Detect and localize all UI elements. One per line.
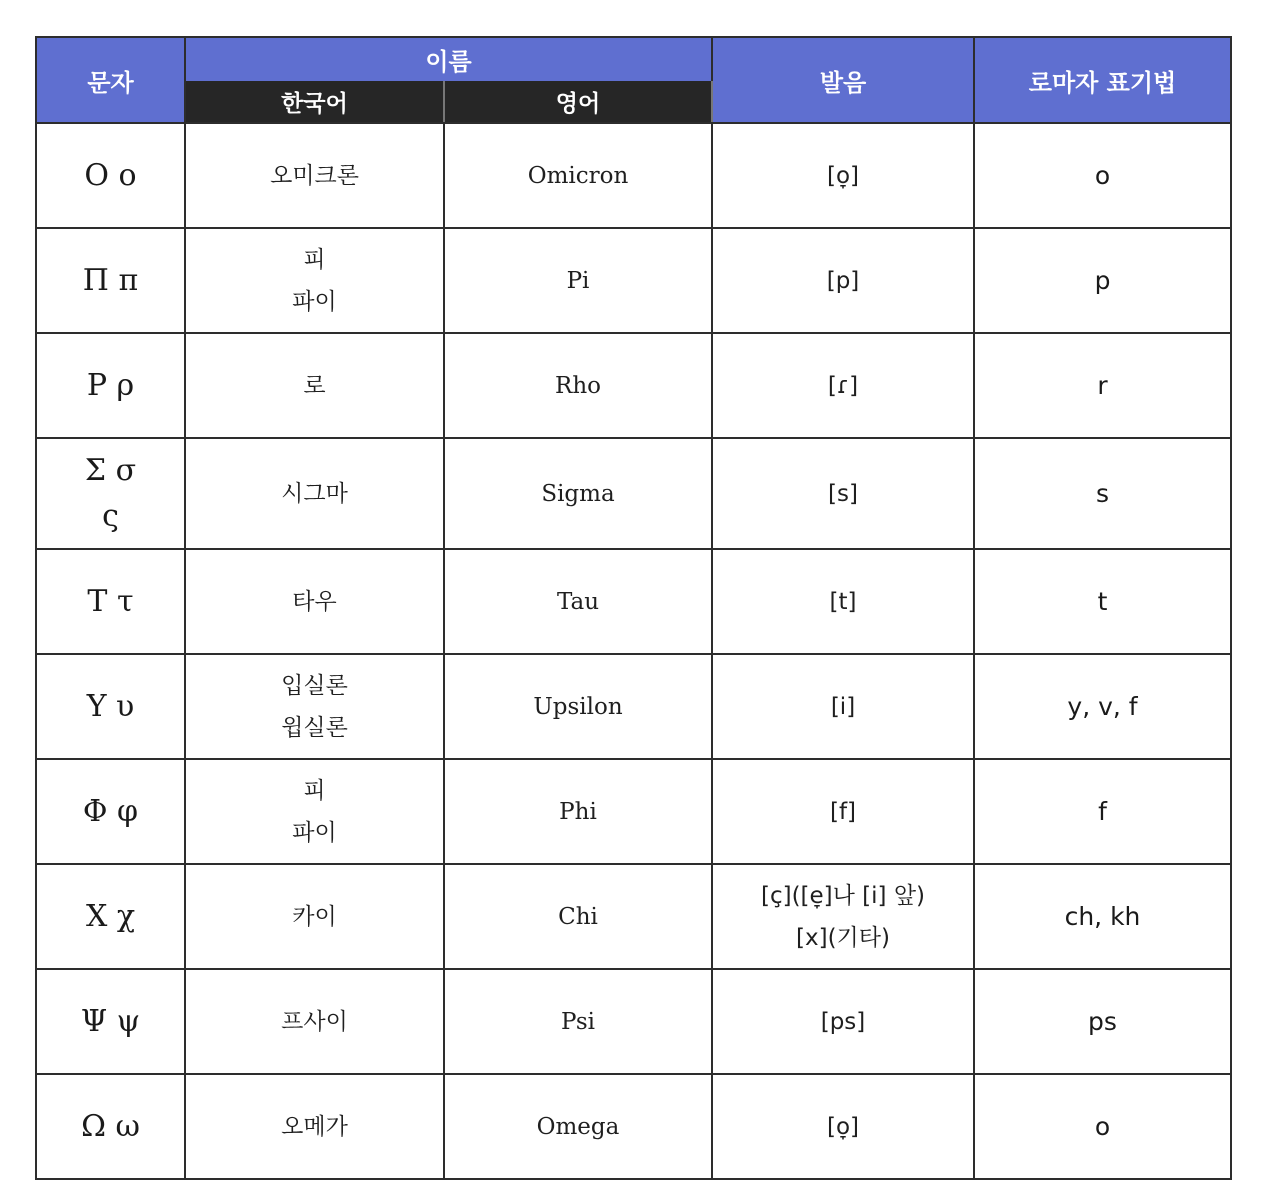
korean-name-line: 시그마	[281, 480, 348, 507]
english-name-cell: Omicron	[444, 123, 712, 228]
english-name-cell: Omega	[444, 1074, 712, 1179]
korean-name-cell	[185, 228, 444, 333]
korean-name-cell	[185, 333, 444, 438]
korean-name-cell	[185, 123, 444, 228]
korean-name-line: 오미크론	[270, 162, 359, 189]
table-row	[36, 969, 1231, 1074]
pronunciation-cell	[712, 549, 974, 654]
greek-alphabet-table	[35, 36, 1232, 1180]
korean-name-cell	[185, 969, 444, 1074]
english-name-cell: Tau	[444, 549, 712, 654]
pronunciation-cell	[712, 864, 974, 969]
letter-cell	[36, 1074, 185, 1179]
romanization-cell: o	[974, 123, 1231, 228]
romanization-cell: s	[974, 438, 1231, 549]
letter-line: Ψ ψ	[80, 1003, 141, 1039]
pronunciation-line: [ɾ]	[827, 372, 859, 399]
korean-name-line: 카이	[292, 903, 337, 930]
letter-cell	[36, 228, 185, 333]
table-row	[36, 654, 1231, 759]
pronunciation-line: [p]	[826, 267, 860, 294]
table-row	[36, 333, 1231, 438]
romanization-cell: f	[974, 759, 1231, 864]
romanization-cell: y, v, f	[974, 654, 1231, 759]
romanization-cell: ch, kh	[974, 864, 1231, 969]
pronunciation-line: [t]	[829, 588, 857, 615]
korean-name-line: 로	[303, 372, 326, 399]
korean-name-line: 피	[303, 777, 326, 804]
letter-line: Τ τ	[87, 583, 134, 619]
korean-name-line: 타우	[292, 588, 337, 615]
english-name-cell: Rho	[444, 333, 712, 438]
letter-cell	[36, 654, 185, 759]
romanization-cell: t	[974, 549, 1231, 654]
table-row	[36, 123, 1231, 228]
pronunciation-cell	[712, 654, 974, 759]
pronunciation-line: [f]	[829, 798, 857, 825]
pronunciation-line: [o̞]	[826, 1113, 860, 1140]
table-row	[36, 864, 1231, 969]
letter-line: ς	[102, 498, 119, 534]
korean-name-line: 오메가	[281, 1113, 348, 1140]
header-romanization: 로마자 표기법	[974, 37, 1231, 123]
pronunciation-line: [i]	[830, 693, 856, 720]
table-body	[36, 123, 1231, 1179]
table-row	[36, 438, 1231, 549]
letter-cell	[36, 864, 185, 969]
table-row	[36, 759, 1231, 864]
pronunciation-cell	[712, 438, 974, 549]
letter-cell	[36, 759, 185, 864]
letter-line: Υ υ	[86, 688, 135, 724]
letter-cell	[36, 438, 185, 549]
table-row	[36, 1074, 1231, 1179]
pronunciation-cell	[712, 1074, 974, 1179]
pronunciation-cell	[712, 228, 974, 333]
letter-line: Χ χ	[85, 898, 136, 934]
pronunciation-line: [o̞]	[826, 162, 860, 189]
korean-name-line: 윕실론	[281, 714, 348, 741]
letter-line: Ο ο	[84, 157, 137, 193]
romanization-cell: ps	[974, 969, 1231, 1074]
english-name-cell: Phi	[444, 759, 712, 864]
header-letter: 문자	[36, 37, 185, 123]
pronunciation-cell	[712, 333, 974, 438]
header-name: 이름	[185, 37, 712, 81]
korean-name-line: 파이	[292, 819, 337, 846]
english-name-cell: Pi	[444, 228, 712, 333]
korean-name-line: 피	[303, 246, 326, 273]
letter-cell	[36, 333, 185, 438]
letter-cell	[36, 969, 185, 1074]
letter-line: Ω ω	[81, 1108, 140, 1144]
korean-name-cell	[185, 549, 444, 654]
pronunciation-line: [ps]	[820, 1008, 866, 1035]
english-name-cell: Sigma	[444, 438, 712, 549]
letter-cell	[36, 549, 185, 654]
korean-name-cell	[185, 1074, 444, 1179]
table-row	[36, 549, 1231, 654]
header-korean: 한국어	[185, 81, 444, 123]
korean-name-cell	[185, 654, 444, 759]
english-name-cell: Chi	[444, 864, 712, 969]
romanization-cell: r	[974, 333, 1231, 438]
letter-line: Ρ ρ	[86, 367, 135, 403]
pronunciation-line: [ç]([e̞]나 [i] 앞)	[760, 882, 926, 909]
korean-name-cell	[185, 438, 444, 549]
letter-line: Σ σ	[84, 452, 137, 488]
korean-name-cell	[185, 759, 444, 864]
header-pronunciation: 발음	[712, 37, 974, 123]
pronunciation-cell	[712, 969, 974, 1074]
english-name-cell: Upsilon	[444, 654, 712, 759]
pronunciation-cell	[712, 123, 974, 228]
korean-name-cell	[185, 864, 444, 969]
korean-name-line: 파이	[292, 288, 337, 315]
table-row	[36, 228, 1231, 333]
korean-name-line: 프사이	[281, 1008, 348, 1035]
romanization-cell: p	[974, 228, 1231, 333]
header-english: 영어	[444, 81, 712, 123]
english-name-cell: Psi	[444, 969, 712, 1074]
romanization-cell: o	[974, 1074, 1231, 1179]
pronunciation-cell	[712, 759, 974, 864]
letter-line: Π π	[82, 262, 139, 298]
pronunciation-line: [s]	[828, 480, 858, 507]
letter-cell	[36, 123, 185, 228]
korean-name-line: 입실론	[281, 672, 348, 699]
pronunciation-line: [x](기타)	[796, 924, 890, 951]
letter-line: Φ φ	[82, 793, 139, 829]
